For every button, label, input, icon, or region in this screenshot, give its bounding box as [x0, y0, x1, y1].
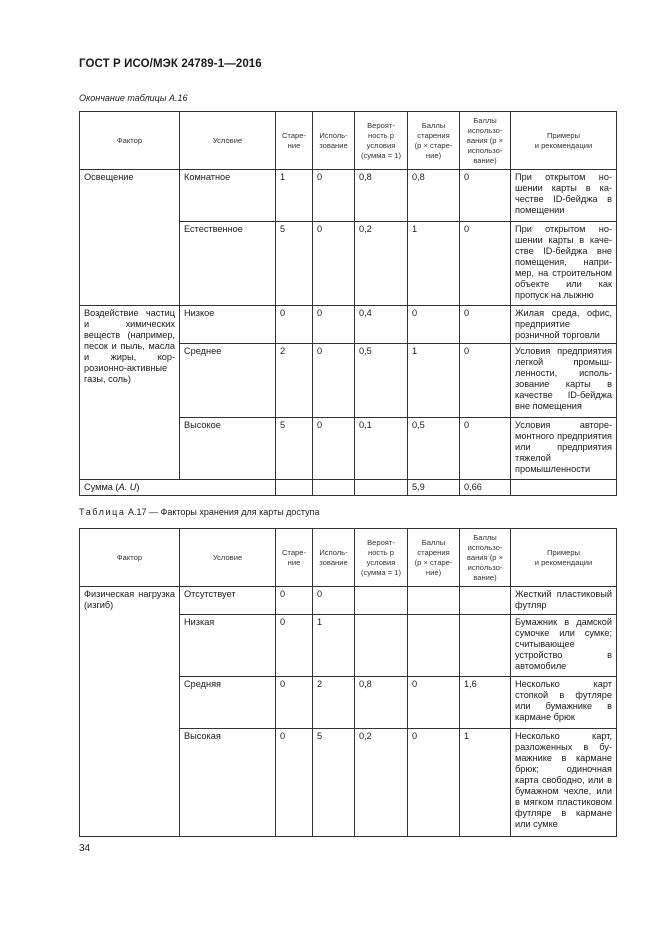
aging-cell: 0: [276, 306, 313, 344]
column-header: Баллы использо- вания (p × использо- вание): [460, 529, 511, 587]
prob-cell: 0,2: [355, 222, 408, 306]
aging-score-cell: 1: [408, 222, 460, 306]
examples-cell: Условия предприятия легкой промышленности, использование карты в качестве ID-бейджа вне помещения: [511, 344, 617, 418]
condition-cell: Комнатное: [180, 170, 276, 222]
examples-cell: При открытом ношении карты в качестве ID-бейджа вне помещения, например, на строительном объекте или как пропуск на лыжню: [511, 222, 617, 306]
caption-prefix: Таблица: [79, 507, 126, 517]
aging-score-cell: 0: [408, 306, 460, 344]
usage-score-cell: [460, 615, 511, 677]
column-header: Исполь- зование: [313, 529, 355, 587]
table2-caption: [79, 507, 320, 517]
empty-cell: [313, 480, 355, 496]
usage-cell: 0: [313, 222, 355, 306]
prob-cell: [355, 587, 408, 615]
table1-caption: Окончание таблицы А.16: [79, 93, 188, 103]
table-a16: [79, 111, 617, 496]
usage-score-cell: 1,6: [460, 677, 511, 729]
sum-label-vars: A. U: [118, 482, 137, 492]
aging-score-cell: 0: [408, 677, 460, 729]
usage-cell: 0: [313, 306, 355, 344]
examples-cell: Жесткий пластиковый футляр: [511, 587, 617, 615]
page-number: 34: [79, 843, 91, 854]
table-row: [80, 587, 617, 615]
prob-cell: 0,5: [355, 344, 408, 418]
aging-score-cell: 1: [408, 344, 460, 418]
aging-cell: 0: [276, 729, 313, 837]
aging-score-cell: [408, 615, 460, 677]
usage-score-total: 0,66: [460, 480, 511, 496]
column-header: Старе- ние: [276, 529, 313, 587]
aging-cell: 5: [276, 222, 313, 306]
sum-row: [80, 480, 617, 496]
empty-cell: [511, 480, 617, 496]
sum-label-prefix: Сумма (: [84, 482, 119, 492]
usage-cell: 0: [313, 418, 355, 480]
prob-cell: 0,8: [355, 677, 408, 729]
column-header: Баллы старения (p × старе- ние): [408, 112, 460, 170]
examples-cell: Несколько карт стопкой в футляре или бумажнике в кармане брюк: [511, 677, 617, 729]
caption-rest: А.17 — Факторы хранения для карты доступа: [125, 507, 320, 517]
condition-cell: Высокая: [180, 729, 276, 837]
condition-cell: Низкое: [180, 306, 276, 344]
examples-cell: Несколько карт, разложенных в бумажнике в кармане брюк; одиночная карта свободно, или в бумажном чехле, или в мягком пластиковом футляре в кармане или сумке: [511, 729, 617, 837]
prob-cell: 0,8: [355, 170, 408, 222]
aging-cell: 0: [276, 677, 313, 729]
prob-cell: 0,1: [355, 418, 408, 480]
condition-cell: Отсутствует: [180, 587, 276, 615]
column-header: Условие: [180, 112, 276, 170]
aging-score-cell: 0,8: [408, 170, 460, 222]
table-header-row: [80, 529, 617, 587]
aging-score-cell: 0,5: [408, 418, 460, 480]
sum-label: [80, 480, 276, 496]
factor-cell: Освещение: [80, 170, 180, 306]
usage-cell: 5: [313, 729, 355, 837]
aging-score-cell: [408, 587, 460, 615]
column-header: Старе- ние: [276, 112, 313, 170]
usage-score-cell: 0: [460, 306, 511, 344]
usage-cell: 0: [313, 170, 355, 222]
empty-cell: [355, 480, 408, 496]
condition-cell: Средняя: [180, 677, 276, 729]
column-header: Примеры и рекомендации: [511, 112, 617, 170]
table-header-row: [80, 112, 617, 170]
column-header: Фактор: [80, 529, 180, 587]
column-header: Вероят- ность p условия (сумма = 1): [355, 112, 408, 170]
examples-cell: При открытом ношении карты в качестве ID-бейджа в помещении: [511, 170, 617, 222]
aging-cell: 2: [276, 344, 313, 418]
condition-cell: Среднее: [180, 344, 276, 418]
factor-cell: Физическая нагрузка (изгиб): [80, 587, 180, 837]
column-header: Баллы использо- вания (p × использо- вание): [460, 112, 511, 170]
column-header: Условие: [180, 529, 276, 587]
aging-score-total: 5,9: [408, 480, 460, 496]
usage-cell: 1: [313, 615, 355, 677]
aging-score-cell: 0: [408, 729, 460, 837]
prob-cell: [355, 615, 408, 677]
document-header: ГОСТ Р ИСО/МЭК 24789-1—2016: [79, 58, 262, 70]
usage-cell: 0: [313, 587, 355, 615]
usage-cell: 0: [313, 344, 355, 418]
usage-cell: 2: [313, 677, 355, 729]
column-header: Примеры и рекомендации: [511, 529, 617, 587]
prob-cell: 0,4: [355, 306, 408, 344]
aging-cell: 0: [276, 587, 313, 615]
aging-cell: 1: [276, 170, 313, 222]
examples-cell: Жилая среда, офис, предприятие розничной торговли: [511, 306, 617, 344]
aging-cell: 5: [276, 418, 313, 480]
usage-score-cell: 0: [460, 222, 511, 306]
column-header: Фактор: [80, 112, 180, 170]
usage-score-cell: 1: [460, 729, 511, 837]
factor-cell: Воздействие частиц и химических веществ (например, песок и пыль, масла и жиры, коррозионно-активные газы, соль): [80, 306, 180, 480]
table-row: [80, 170, 617, 222]
condition-cell: Естественное: [180, 222, 276, 306]
table-row: [80, 306, 617, 344]
prob-cell: 0,2: [355, 729, 408, 837]
usage-score-cell: [460, 587, 511, 615]
examples-cell: Условия авторемонтного предприятия или предприятия тяжелой промышленности: [511, 418, 617, 480]
examples-cell: Бумажник в дамской сумочке или сумке; считывающее устройство в автомобиле: [511, 615, 617, 677]
column-header: Вероят- ность p условия (сумма = 1): [355, 529, 408, 587]
empty-cell: [276, 480, 313, 496]
column-header: Исполь- зование: [313, 112, 355, 170]
sum-label-suffix: ): [136, 482, 140, 492]
column-header: Баллы старения (p × старе- ние): [408, 529, 460, 587]
aging-cell: 0: [276, 615, 313, 677]
usage-score-cell: 0: [460, 170, 511, 222]
condition-cell: Низкая: [180, 615, 276, 677]
table-a17: [79, 528, 617, 837]
usage-score-cell: 0: [460, 418, 511, 480]
condition-cell: Высокое: [180, 418, 276, 480]
usage-score-cell: 0: [460, 344, 511, 418]
